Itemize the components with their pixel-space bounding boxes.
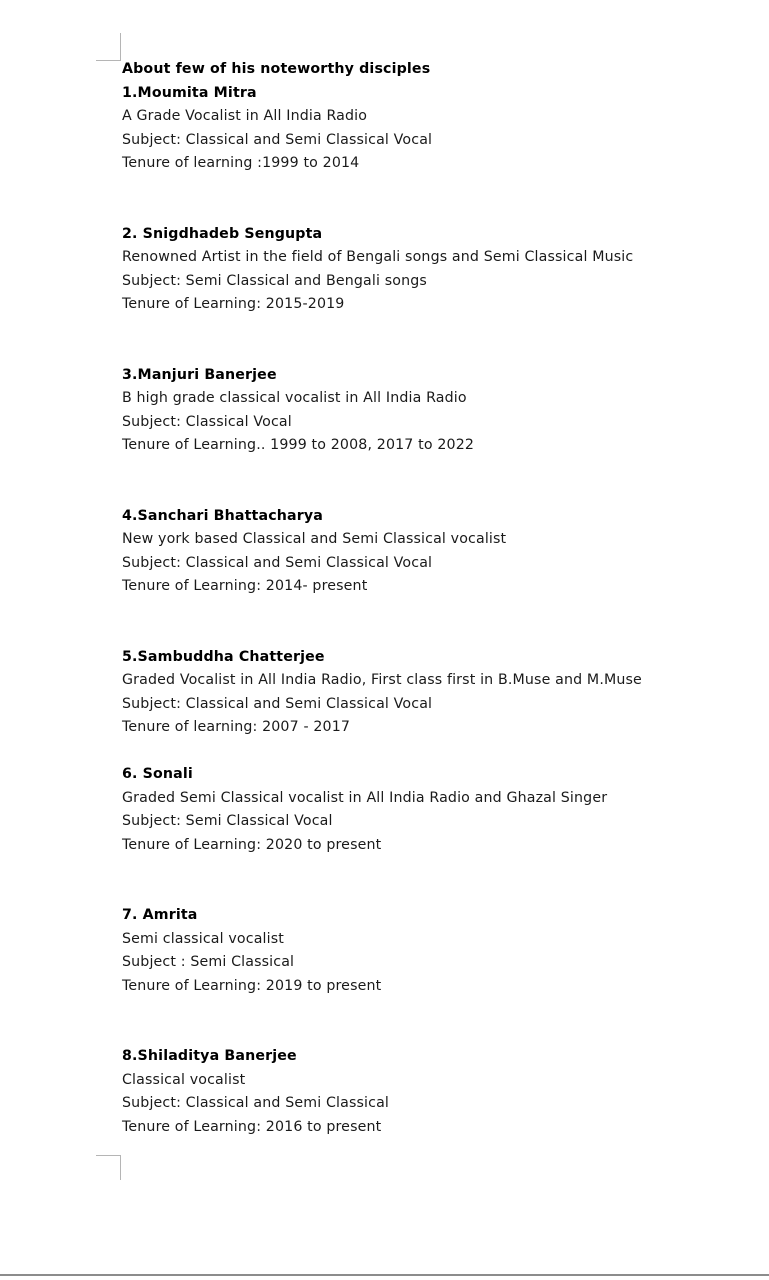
section-heading: About few of his noteworthy disciples [122, 61, 431, 77]
disciple-tenure: Tenure of Learning: 2020 to present [122, 836, 382, 853]
page-bottom-rule [0, 1274, 769, 1276]
disciple-entry-7 [122, 904, 762, 998]
disciple-entry-1 [122, 82, 762, 176]
disciple-name: 2. Snigdhadeb Sengupta [122, 225, 323, 242]
disciple-description: Semi classical vocalist [122, 930, 284, 947]
disciple-description: Renowned Artist in the field of Bengali songs and Semi Classical Music [122, 249, 634, 265]
disciple-tenure: Tenure of learning :1999 to 2014 [122, 155, 360, 171]
disciple-description: Graded Semi Classical vocalist in All India Radio and Ghazal Singer [122, 789, 608, 806]
disciple-entry-3 [122, 364, 762, 458]
disciple-subject: Subject : Semi Classical [122, 954, 295, 970]
disciple-description: Graded Vocalist in All India Radio, First class first in B.Muse and M.Muse [122, 672, 642, 688]
disciple-entry-5 [122, 646, 762, 740]
disciple-subject: Subject: Classical and Semi Classical Vocal [122, 695, 433, 712]
disciple-description: B high grade classical vocalist in All India Radio [122, 390, 467, 406]
disciple-name: 1.Moumita Mitra [122, 84, 257, 101]
disciple-entry-8 [122, 1045, 762, 1139]
disciple-tenure: Tenure of learning: 2007 - 2017 [122, 719, 351, 735]
page-corner-mark-bottom [120, 1155, 121, 1180]
disciple-tenure: Tenure of Learning: 2014- present [122, 578, 368, 594]
page-corner-mark-top-horizontal [96, 60, 121, 61]
disciple-name: 4.Sanchari Bhattacharya [122, 507, 324, 524]
disciple-subject: Subject: Classical and Semi Classical [122, 1095, 390, 1111]
disciple-tenure: Tenure of Learning: 2016 to present [122, 1118, 382, 1135]
page-corner-mark-bottom-horizontal [96, 1155, 121, 1156]
disciple-subject: Subject: Semi Classical Vocal [122, 813, 333, 829]
page-corner-mark-top [120, 33, 121, 61]
disciple-tenure: Tenure of Learning: 2019 to present [122, 977, 382, 994]
disciple-name: 8.Shiladitya Banerjee [122, 1048, 297, 1064]
disciple-name: 3.Manjuri Banerjee [122, 366, 277, 383]
disciple-entry-2 [122, 223, 762, 317]
disciple-description: Classical vocalist [122, 1071, 246, 1088]
disciple-name: 7. Amrita [122, 907, 198, 923]
disciple-name: 6. Sonali [122, 766, 193, 782]
disciple-entry-6 [122, 763, 762, 857]
disciple-tenure: Tenure of Learning: 2015-2019 [122, 296, 345, 312]
document-body [122, 58, 762, 1139]
disciple-description: A Grade Vocalist in All India Radio [122, 108, 368, 124]
disciple-description: New york based Classical and Semi Classical vocalist [122, 531, 507, 547]
disciple-subject: Subject: Semi Classical and Bengali songs [122, 272, 427, 289]
disciple-name: 5.Sambuddha Chatterjee [122, 648, 325, 665]
disciple-subject: Subject: Classical and Semi Classical Vocal [122, 554, 433, 571]
disciple-tenure: Tenure of Learning.. 1999 to 2008, 2017 to 2022 [122, 437, 475, 453]
disciple-entry-4 [122, 505, 762, 599]
disciple-subject: Subject: Classical Vocal [122, 413, 292, 430]
disciple-subject: Subject: Classical and Semi Classical Vocal [122, 131, 433, 148]
